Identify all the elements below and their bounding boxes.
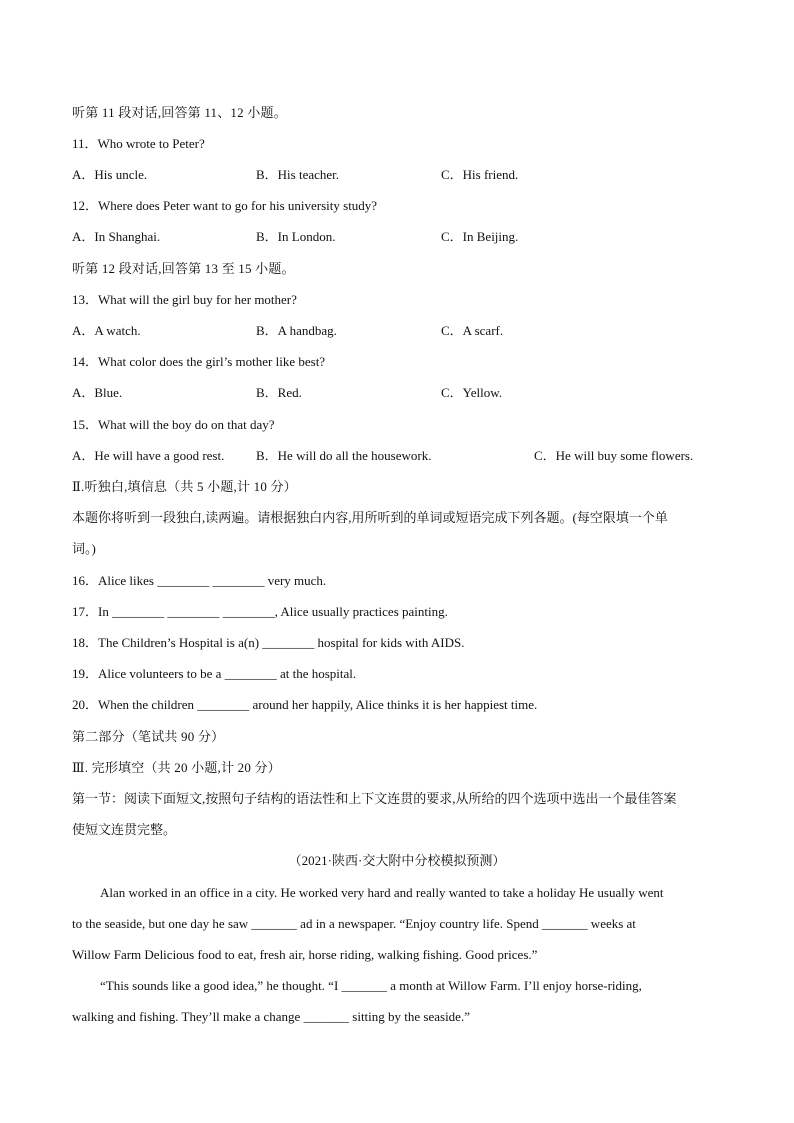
q17: 17．In ________ ________ ________, Alice usually practices painting. — [72, 604, 448, 619]
q14-option-b: B．Red. — [256, 385, 302, 400]
passage-line: walking and fishing. They’ll make a change _______ sitting by the seaside.” — [72, 1009, 470, 1024]
q14-option-a: A．Blue. — [72, 385, 123, 400]
q14-option-c: C．Yellow. — [441, 385, 503, 400]
passage-line: Willow Farm Delicious food to eat, fresh air, horse riding, walking fishing. Good prices.” — [72, 947, 538, 962]
part2-instruction: 本题你将听到一段独白,读两遍。请根据独白内容,用所听到的单词或短语完成下列各题。(每空限填一个单 — [72, 510, 668, 525]
q11-option-b: B．His teacher. — [256, 167, 340, 182]
q14-stem: 14．What color does the girl’s mother like best? — [72, 354, 326, 369]
q11-option-a: A．His uncle. — [72, 167, 148, 182]
q11-stem: 11．Who wrote to Peter? — [72, 136, 205, 151]
q12-option-b: B．In London. — [256, 229, 336, 244]
q15-option-b: B．He will do all the housework. — [256, 448, 432, 463]
q12-option-a: A．In Shanghai. — [72, 229, 161, 244]
q15-stem: 15．What will the boy do on that day? — [72, 417, 275, 432]
q19: 19．Alice volunteers to be a ________ at the hospital. — [72, 666, 357, 681]
passage-line: “This sounds like a good idea,” he thought. “I _______ a month at Willow Farm. I’ll enjoy horse-riding, — [100, 978, 642, 993]
q13-option-b: B．A handbag. — [256, 323, 337, 338]
s12-heading: 听第 12 段对话,回答第 13 至 15 小题。 — [72, 261, 295, 276]
s11-heading: 听第 11 段对话,回答第 11、12 小题。 — [72, 105, 287, 120]
q16: 16．Alice likes ________ ________ very much. — [72, 573, 327, 588]
q12-stem: 12．Where does Peter want to go for his university study? — [72, 198, 378, 213]
part3-heading: Ⅲ. 完形填空（共 20 小题,计 20 分） — [72, 760, 281, 775]
passage-line: Alan worked in an office in a city. He worked very hard and really wanted to take a holiday He usually went — [100, 885, 664, 900]
q15-option-c: C．He will buy some flowers. — [534, 448, 694, 463]
q13-option-c: C．A scarf. — [441, 323, 504, 338]
part3-instruction-cont: 使短文连贯完整。 — [72, 822, 177, 837]
q20: 20．When the children ________ around her happily, Alice thinks it is her happiest time. — [72, 697, 538, 712]
part3-instruction: 第一节：阅读下面短文,按照句子结构的语法性和上下文连贯的要求,从所给的四个选项中选出一个最佳答案 — [72, 791, 677, 806]
source-note: （2021·陕西·交大附中分校模拟预测） — [288, 853, 506, 868]
q13-stem: 13．What will the girl buy for her mother? — [72, 292, 297, 307]
section2-heading: 第二部分（笔试共 90 分） — [72, 729, 225, 744]
part2-instruction-cont: 词。) — [72, 541, 96, 556]
q15-option-a: A．He will have a good rest. — [72, 448, 225, 463]
passage-line: to the seaside, but one day he saw _______ ad in a newspaper. “Enjoy country life. Spend _______ weeks at — [72, 916, 636, 931]
part2-heading: Ⅱ.听独白,填信息（共 5 小题,计 10 分） — [72, 479, 297, 494]
q18: 18．The Children’s Hospital is a(n) ________ hospital for kids with AIDS. — [72, 635, 465, 650]
q11-option-c: C．His friend. — [441, 167, 519, 182]
q12-option-c: C．In Beijing. — [441, 229, 519, 244]
q13-option-a: A．A watch. — [72, 323, 141, 338]
